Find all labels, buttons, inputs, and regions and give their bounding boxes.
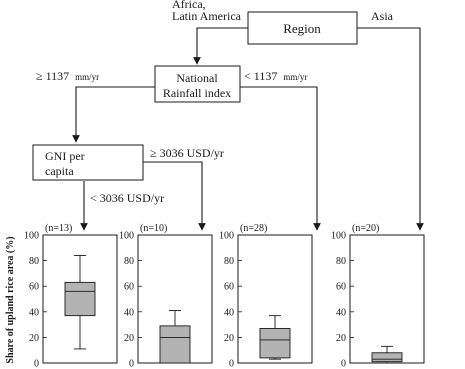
label-africa-latin-line2: Latin America [172, 9, 241, 23]
y-tick-label: 80 [224, 256, 234, 268]
label-rainfall-high-unit: mm/yr [75, 72, 100, 82]
label-gni-low: < 3036 USD/yr [90, 191, 165, 205]
node-rainfall-line2: Rainfall index [162, 86, 232, 100]
label-rainfall-low [244, 69, 307, 83]
node-rainfall-line1: National [176, 71, 218, 85]
edge-rainfall-to-gni [76, 87, 155, 142]
boxplot-panel-2 [119, 223, 212, 369]
node-rainfall [155, 66, 240, 102]
label-rainfall-low-value: < 1137 [244, 69, 278, 83]
y-tick-label: 100 [24, 230, 39, 242]
y-tick-label: 80 [124, 256, 134, 268]
y-tick-label: 100 [219, 230, 234, 242]
interquartile-box [160, 326, 190, 363]
node-region [248, 12, 357, 44]
y-tick-label: 20 [336, 332, 346, 344]
label-rainfall-low-unit: mm/yr [283, 72, 308, 82]
interquartile-box [260, 328, 290, 357]
label-africa-latin-line1: Africa, [172, 0, 206, 11]
y-tick-label: 0 [229, 358, 234, 369]
y-tick-label: 40 [124, 307, 134, 319]
y-axis-title: Share of upland rice area (%) [5, 236, 16, 364]
boxplot-panels [24, 223, 424, 369]
edge-region-to-rainfall [197, 28, 248, 64]
y-tick-label: 20 [29, 332, 39, 344]
label-gni-high: ≥ 3036 USD/yr [150, 146, 224, 160]
node-region-label: Region [283, 21, 321, 36]
label-rainfall-high-value: ≥ 1137 [36, 69, 70, 83]
y-tick-label: 40 [224, 307, 234, 319]
y-tick-label: 80 [336, 256, 346, 268]
y-tick-label: 0 [341, 358, 346, 369]
sample-size-label: (n=28) [240, 223, 268, 234]
y-tick-label: 40 [29, 307, 39, 319]
y-tick-label: 0 [34, 358, 39, 369]
edge-rainfall-to-box3 [240, 87, 317, 230]
y-tick-label: 60 [124, 281, 134, 293]
sample-size-label: (n=10) [140, 223, 168, 234]
node-gni-line1: GNI per [45, 149, 85, 163]
node-gni [33, 145, 143, 180]
node-gni-line2: capita [45, 164, 74, 178]
interquartile-box [372, 353, 402, 362]
y-tick-label: 100 [119, 230, 134, 242]
y-tick-label: 100 [331, 230, 346, 242]
edge-region-to-asia [357, 28, 420, 230]
boxplot-frame [350, 235, 424, 363]
sample-size-label: (n=20) [352, 223, 380, 234]
label-rainfall-high [36, 69, 99, 83]
y-tick-label: 40 [336, 307, 346, 319]
boxplot-panel-4 [331, 223, 424, 369]
interquartile-box [65, 282, 95, 315]
y-tick-label: 20 [124, 332, 134, 344]
y-tick-label: 0 [129, 358, 134, 369]
y-tick-label: 60 [336, 281, 346, 293]
y-tick-label: 20 [224, 332, 234, 344]
y-tick-label: 60 [29, 281, 39, 293]
y-tick-label: 80 [29, 256, 39, 268]
label-asia: Asia [371, 9, 393, 23]
boxplot-panel-3 [219, 223, 312, 369]
boxplot-panel-1 [24, 223, 117, 369]
y-tick-label: 60 [224, 281, 234, 293]
sample-size-label: (n=13) [45, 223, 73, 234]
